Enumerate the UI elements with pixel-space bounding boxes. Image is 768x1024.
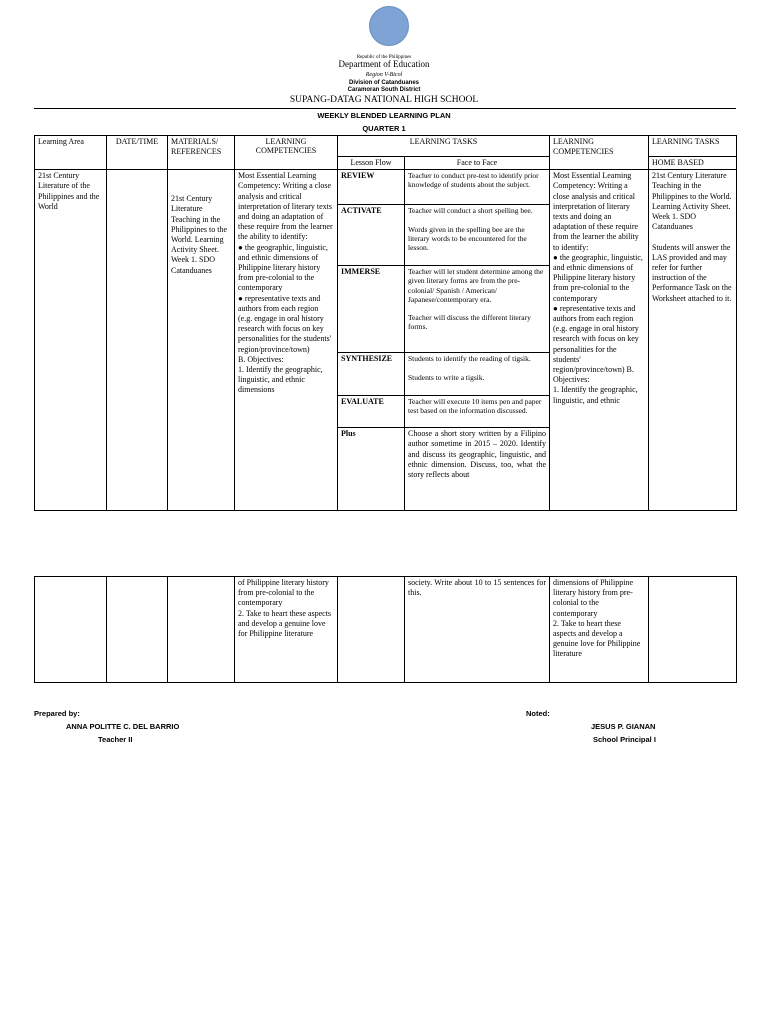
flow-text-immerse: Teacher will let student determine among the given literary forms are from the pre-colonial/ Spanish / American/ Japanese/contemporary era. Teacher will discuss the different literary forms. <box>405 266 550 353</box>
district-line: Caramoran South District <box>347 87 421 93</box>
noted-title: School Principal I <box>593 735 656 744</box>
school-name: SUPANG-DATAG NATIONAL HIGH SCHOOL <box>289 95 479 105</box>
header-competencies-2: LEARNING COMPETENCIES <box>550 136 649 170</box>
department-line: Department of Education <box>338 59 430 69</box>
header-learning-tasks-2: LEARNING TASKS <box>649 136 737 157</box>
learning-plan-table-continued <box>34 576 737 683</box>
flow-label-activate: ACTIVATE <box>338 205 405 266</box>
flow-text-review: Teacher to conduct pre-test to identify prior knowledge of students about the subject. <box>405 170 550 205</box>
home-based-cell: 21st Century Literature Teaching in the Philippines to the World. Learning Activity Sheet. Week 1. SDO Catanduanes Students will answer the LAS provided and may refer for further instruction of the Performance Task on the Worksheet attached to it. <box>649 170 737 511</box>
header-divider <box>34 108 736 109</box>
header-face-to-face: Face to Face <box>405 157 550 170</box>
header-materials: MATERIALS/ REFERENCES <box>168 136 235 170</box>
prepared-by-label: Prepared by: <box>34 709 80 718</box>
flow-text-activate: Teacher will conduct a short spelling bee. Words given in the spelling bee are the literary words to be encountered for the lesson. <box>405 205 550 266</box>
noted-name: JESUS P. GIANAN <box>591 722 656 731</box>
flow-label-synthesize: SYNTHESIZE <box>338 353 405 396</box>
header-learning-area: Learning Area <box>35 136 107 170</box>
plan-title: WEEKLY BLENDED LEARNING PLAN <box>317 111 451 120</box>
learning-area-cell: 21st Century Literature of the Philippines and the World <box>35 170 107 511</box>
flow-label-plus: Plus <box>338 428 405 511</box>
continued-flow-label-cell <box>338 577 405 683</box>
header-lesson-flow: Lesson Flow <box>338 157 405 170</box>
date-time-cell <box>107 170 168 511</box>
flow-text-plus: Choose a short story written by a Filipino author sometime in 2015 – 2020. Identify and discuss its geographic, linguistic, and ethnic dimension. Discuss, too, what the story reflects about <box>405 428 550 511</box>
competency-cell: Most Essential Learning Competency: Writing a close analysis and critical interpretation of literary texts and doing an adaptation of these require from the learner the ability to identify: ● the geographic, linguistic, and ethnic dimensions of Philippine literary history from pre-colonial to the contemporary ● representative texts and authors from each region (e.g. engage in oral history research with focus on key personalities for the students' region/province/town) B. Objectives: 1. Identify the geographic, linguistic, and ethnic dimensions <box>235 170 338 511</box>
continued-plus-cell: society. Write about 10 to 15 sentences for this. <box>405 577 550 683</box>
competency-home-cell: Most Essential Learning Competency: Writing a close analysis and critical interpretation of literary texts and doing an adaptation of these require from the learner the ability to identify: ● the geographic, linguistic, and ethnic dimensions of Philippine literary history from pre-colonial to the contemporary ● representative texts and authors from each region (e.g. engage in oral history research with focus on key personalities for the students' region/province/town) B. Objectives: 1. Identify the geographic, linguistic, and ethnic <box>550 170 649 511</box>
flow-label-review: REVIEW <box>338 170 405 205</box>
continued-competency-home-cell: dimensions of Philippine literary history from pre-colonial to the contemporary 2. Take to heart these aspects and develop a genuine love for Philippine literature <box>550 577 649 683</box>
materials-cell: 21st Century Literature Teaching in the Philippines to the World. Learning Activity Sheet. Week 1. SDO Catanduanes <box>168 170 235 511</box>
continued-learning-area-cell <box>35 577 107 683</box>
region-line: Region V-Bicol <box>365 72 403 78</box>
continued-date-time-cell <box>107 577 168 683</box>
prepared-by-name: ANNA POLITTE C. DEL BARRIO <box>66 722 180 731</box>
division-line: Division of Catanduanes <box>348 80 419 86</box>
deped-seal-logo <box>369 6 409 46</box>
continued-home-based-cell <box>649 577 737 683</box>
quarter-label: QUARTER 1 <box>362 124 406 133</box>
flow-label-evaluate: EVALUATE <box>338 396 405 428</box>
flow-text-synthesize: Students to identify the reading of tigsik. Students to write a tigsik. <box>405 353 550 396</box>
header-home-based: HOME BASED <box>649 157 737 170</box>
flow-label-immerse: IMMERSE <box>338 266 405 353</box>
continued-competency-cell: of Philippine literary history from pre-colonial to the contemporary 2. Take to heart these aspects and develop a genuine love for Philippine literature <box>235 577 338 683</box>
prepared-by-title: Teacher II <box>98 735 133 744</box>
header-competencies: LEARNING COMPETENCIES <box>235 136 338 170</box>
header-date-time: DATE/TIME <box>107 136 168 170</box>
noted-label: Noted: <box>526 709 550 718</box>
republic-line: Republic of the Philippines <box>356 55 412 60</box>
continued-materials-cell <box>168 577 235 683</box>
flow-text-evaluate: Teacher will execute 10 items pen and paper test based on the information discussed. <box>405 396 550 428</box>
learning-plan-table <box>34 135 737 511</box>
header-learning-tasks: LEARNING TASKS <box>338 136 550 157</box>
